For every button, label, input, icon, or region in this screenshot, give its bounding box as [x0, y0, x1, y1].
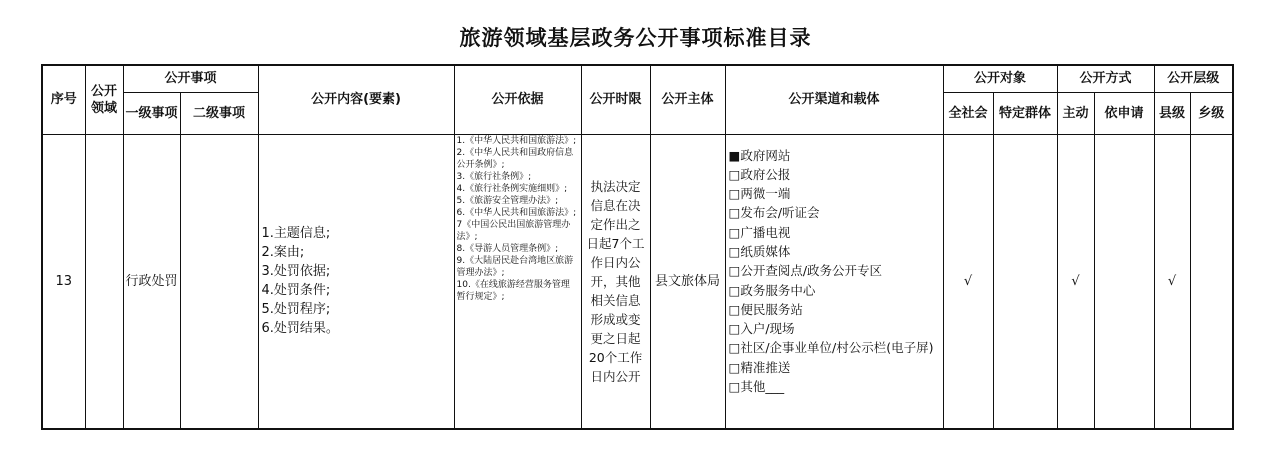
basis-item: 1.《中华人民共和国旅游法》; [456, 135, 577, 146]
content-item: 6.处罚结果。 [261, 321, 339, 337]
header-timing: 公开时限 [581, 65, 650, 134]
header-level: 公开层级 [1154, 65, 1233, 92]
cell-seq: 13 [42, 134, 85, 429]
channel-item: ■政府网站 [728, 147, 791, 163]
header-level1: 一级事项 [123, 92, 180, 134]
header-method: 公开方式 [1057, 65, 1154, 92]
cell-target-all: √ [943, 134, 993, 429]
channel-item: □社区/企事业单位/村公示栏(电子屏) [728, 340, 934, 356]
basis-item: 3.《旅行社条例》; [456, 171, 532, 182]
catalog-table [41, 64, 1234, 430]
header-items: 公开事项 [123, 65, 258, 92]
channel-item: □便民服务站 [728, 301, 803, 317]
basis-item: 4.《旅行社条例实施细则》; [456, 183, 568, 194]
header-subject: 公开主体 [650, 65, 725, 134]
header-seq: 序号 [42, 65, 85, 134]
cell-timing: 执法决定信息在决定作出之日起7个工作日内公开，其他相关信息形成或变更之日起20个工作日内公开 [581, 134, 650, 429]
header-basis: 公开依据 [454, 65, 581, 134]
header-level2: 二级事项 [180, 92, 258, 134]
header-domain: 公开领域 [85, 65, 123, 134]
channel-item: □精准推送 [728, 359, 791, 375]
cell-method-active: √ [1057, 134, 1094, 429]
cell-method-apply [1094, 134, 1154, 429]
cell-basis [454, 134, 581, 429]
channel-item: □入户/现场 [728, 321, 795, 337]
table-row [42, 134, 1233, 429]
basis-item: 10.《在线旅游经营服务管理暂行规定》; [456, 279, 570, 302]
channel-item: □两微一端 [728, 186, 791, 202]
content-item: 1.主题信息; [261, 226, 331, 242]
basis-item: 2.《中华人民共和国政府信息公开条例》; [456, 147, 574, 170]
channel-item: □政府公报 [728, 166, 791, 182]
channels-list [729, 135, 943, 397]
header-target: 公开对象 [943, 65, 1057, 92]
header-content: 公开内容(要素) [258, 65, 454, 134]
content-item: 4.处罚条件; [261, 283, 331, 299]
basis-item: 8.《导游人员管理条例》; [456, 243, 559, 254]
channel-item: □纸质媒体 [728, 243, 791, 259]
cell-target-specific [993, 134, 1057, 429]
cell-domain [85, 134, 123, 429]
cell-level2 [180, 134, 258, 429]
header-method-apply: 依申请 [1094, 92, 1154, 134]
header-target-all: 全社会 [943, 92, 993, 134]
channel-item: □发布会/听证会 [728, 205, 820, 221]
header-row-1 [42, 65, 1233, 92]
basis-item: 6.《中华人民共和国旅游法》; [456, 207, 577, 218]
cell-level-county: √ [1154, 134, 1190, 429]
channel-item: □公开查阅点/政务公开专区 [728, 263, 883, 279]
content-item: 3.处罚依据; [261, 264, 331, 280]
document-title: 旅游领域基层政务公开事项标准目录 [459, 25, 812, 50]
content-item: 5.处罚程序; [261, 302, 331, 318]
header-level-township: 乡级 [1190, 92, 1233, 134]
header-method-active: 主动 [1057, 92, 1094, 134]
basis-item: 5.《旅游安全管理办法》; [456, 195, 559, 206]
cell-subject: 县文旅体局 [650, 134, 725, 429]
basis-item: 9.《大陆居民赴台湾地区旅游管理办法》; [456, 255, 574, 278]
cell-content [258, 134, 454, 429]
channel-item: □广播电视 [728, 224, 791, 240]
channel-item: □政务服务中心 [728, 282, 816, 298]
content-item: 2.案由; [261, 245, 305, 261]
header-level-county: 县级 [1154, 92, 1190, 134]
channel-item: □其他___ [728, 379, 785, 395]
cell-level1: 行政处罚 [123, 134, 180, 429]
header-target-specific: 特定群体 [993, 92, 1057, 134]
basis-list [457, 135, 579, 427]
basis-item: 7《中国公民出国旅游管理办法》; [456, 219, 571, 242]
cell-level-township [1190, 134, 1233, 429]
cell-channels [725, 134, 943, 429]
header-channels: 公开渠道和载体 [725, 65, 943, 134]
